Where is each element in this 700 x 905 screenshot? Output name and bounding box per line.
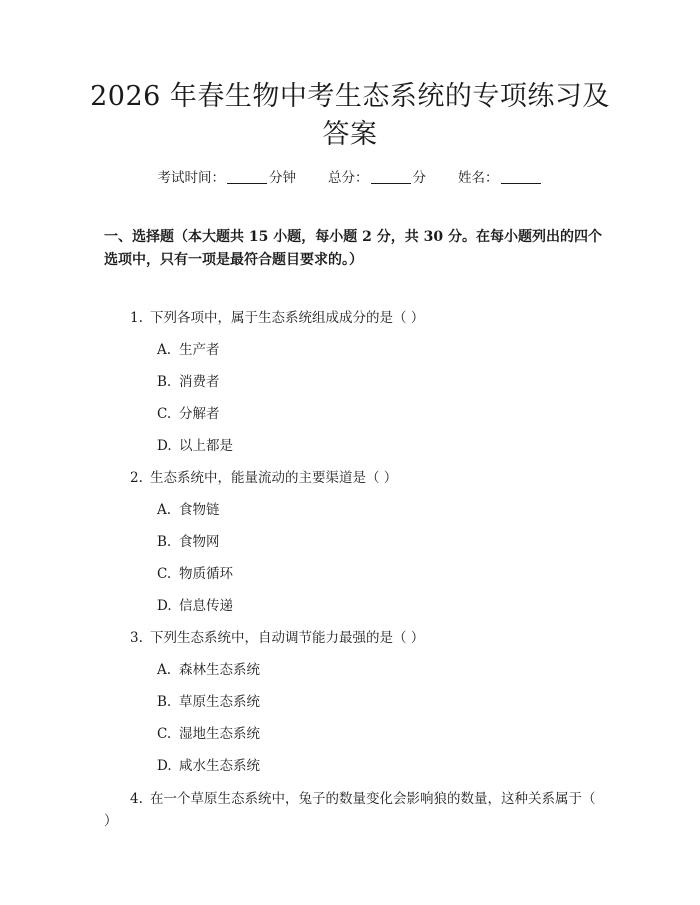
option-letter: A. [157,342,172,358]
question-3 [130,628,424,648]
option-letter: D. [157,758,172,774]
option-3c [157,724,260,744]
option-letter: A. [157,662,172,678]
option-2d [157,596,233,616]
option-text: 草原生态系统 [179,694,260,710]
total-score-label: 总分： [328,170,369,186]
option-3d [157,756,260,776]
question-number: 3. [130,630,143,646]
option-1b [157,372,220,392]
name-blank [501,169,541,184]
option-letter: D. [157,598,172,614]
section-heading: 一、选择题（本大题共 15 小题，每小题 2 分，共 30 分。在每小题列出的四个选项中，只有一项是最符合题目要求的。） [104,229,602,268]
exam-time-unit: 分钟 [269,170,296,186]
page-title: 2026 年春生物中考生态系统的专项练习及答案 [90,81,610,150]
option-text: 湿地生态系统 [179,726,260,742]
question-number: 2. [130,470,143,486]
option-text: 物质循环 [179,566,233,582]
question-2 [130,468,397,488]
option-1a [157,340,220,360]
option-text: 信息传递 [179,598,233,614]
option-1d [157,436,233,456]
option-3a [157,660,260,680]
option-text: 森林生态系统 [179,662,260,678]
option-2b [157,532,220,552]
question-text: 生态系统中，能量流动的主要渠道是（ ） [150,470,398,486]
option-letter: C. [157,406,172,422]
option-letter: B. [157,374,172,390]
total-score-blank [371,169,411,184]
question-text: 下列各项中，属于生态系统组成成分的是（ ） [150,310,425,326]
question-text: 下列生态系统中，自动调节能力最强的是（ ） [150,630,425,646]
question-1 [130,308,424,328]
question-4 [104,788,596,832]
question-text: 在一个草原生态系统中，兔子的数量变化会影响狼的数量，这种关系属于（ ） [104,791,596,829]
question-number: 1. [130,310,143,326]
option-letter: B. [157,694,172,710]
option-text: 咸水生态系统 [179,758,260,774]
option-letter: C. [157,566,172,582]
option-text: 消费者 [179,374,220,390]
option-text: 分解者 [179,406,220,422]
option-3b [157,692,260,712]
exam-time-blank [227,169,267,184]
total-score-field [328,168,426,188]
question-number: 4. [130,791,143,807]
exam-time-field [158,168,297,188]
option-letter: C. [157,726,172,742]
option-text: 生产者 [179,342,220,358]
option-1c [157,404,220,424]
option-letter: D. [157,438,172,454]
option-text: 以上都是 [179,438,233,454]
option-2a [157,500,220,520]
name-field [458,168,543,188]
option-text: 食物网 [179,534,220,550]
exam-info-line [0,168,700,188]
option-letter: B. [157,534,172,550]
option-2c [157,564,233,584]
name-label: 姓名： [458,170,499,186]
total-score-unit: 分 [412,170,426,186]
exam-time-label: 考试时间： [157,170,225,186]
option-letter: A. [157,502,172,518]
option-text: 食物链 [179,502,220,518]
